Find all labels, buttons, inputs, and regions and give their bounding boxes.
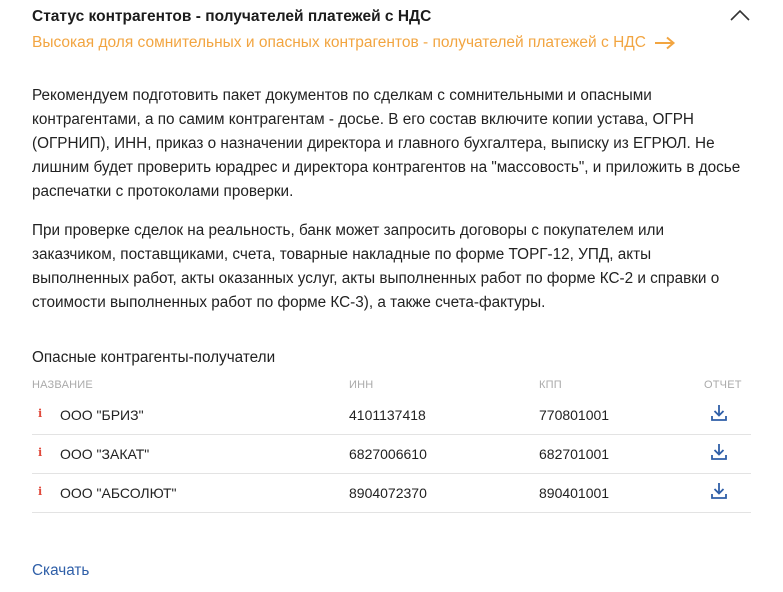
- info-icon[interactable]: i: [38, 446, 43, 459]
- table-header: [32, 376, 751, 396]
- chevron-up-icon[interactable]: [729, 8, 751, 22]
- counterparty-name: ООО "ЗАКАТ": [60, 446, 150, 462]
- table-title: Опасные контрагенты-получатели: [32, 349, 276, 366]
- counterparty-kpp: 770801001: [539, 407, 610, 423]
- bank-check-paragraph: При проверке сделок на реальность, банк может запросить договоры с покупателем или заказчиком, поставщиками, счета, товарные накладные по форме ТОРГ-12, УПД, акты выполненных работ, акты оказанных услуг, акты выполненных работ по форме КС-2 и справки о стоимости выполненных работ по форме КС-3), а также счета-фактуры.: [32, 222, 720, 311]
- counterparty-inn: 4101137418: [349, 407, 426, 423]
- counterparty-inn: 6827006610: [349, 446, 427, 462]
- counterparty-kpp: 682701001: [539, 446, 610, 462]
- table-row: [32, 435, 751, 474]
- download-icon[interactable]: [710, 404, 728, 422]
- counterparty-kpp: 890401001: [539, 485, 610, 501]
- recommendation-paragraph: Рекомендуем подготовить пакет документов по сделкам с сомнительными и опасными контрагентами, а по самим контрагентам - досье. В его состав включите копии устава, ОГРН (ОГРНИП), ИНН, приказ о назначении директора и главного бухгалтера, выписку из ЕГРЮЛ. Не лишним будет проверить юрадрес и директора контрагентов на "массовость", и приложить в досье распечатки с протоколами проверки.: [32, 87, 741, 200]
- arrow-right-icon: [654, 36, 676, 50]
- download-link[interactable]: Скачать: [32, 562, 90, 579]
- counterparty-inn: 8904072370: [349, 485, 427, 501]
- column-header-inn: ИНН: [349, 379, 374, 391]
- counterparty-table: [32, 376, 751, 513]
- table-row: [32, 396, 751, 435]
- info-icon[interactable]: i: [38, 407, 43, 420]
- panel-title: Статус контрагентов - получателей платежей с НДС: [32, 8, 432, 25]
- status-warning-link[interactable]: [32, 34, 676, 52]
- download-icon[interactable]: [710, 482, 728, 500]
- counterparty-name: ООО "БРИЗ": [60, 407, 144, 423]
- counterparty-name: ООО "АБСОЛЮТ": [60, 485, 177, 501]
- column-header-name: НАЗВАНИЕ: [32, 379, 93, 391]
- status-warning-label: Высокая доля сомнительных и опасных контрагентов - получателей платежей с НДС: [32, 34, 646, 51]
- table-row: [32, 474, 751, 513]
- info-icon[interactable]: i: [38, 485, 43, 498]
- column-header-kpp: КПП: [539, 379, 562, 391]
- download-icon[interactable]: [710, 443, 728, 461]
- column-header-report: ОТЧЕТ: [704, 379, 742, 391]
